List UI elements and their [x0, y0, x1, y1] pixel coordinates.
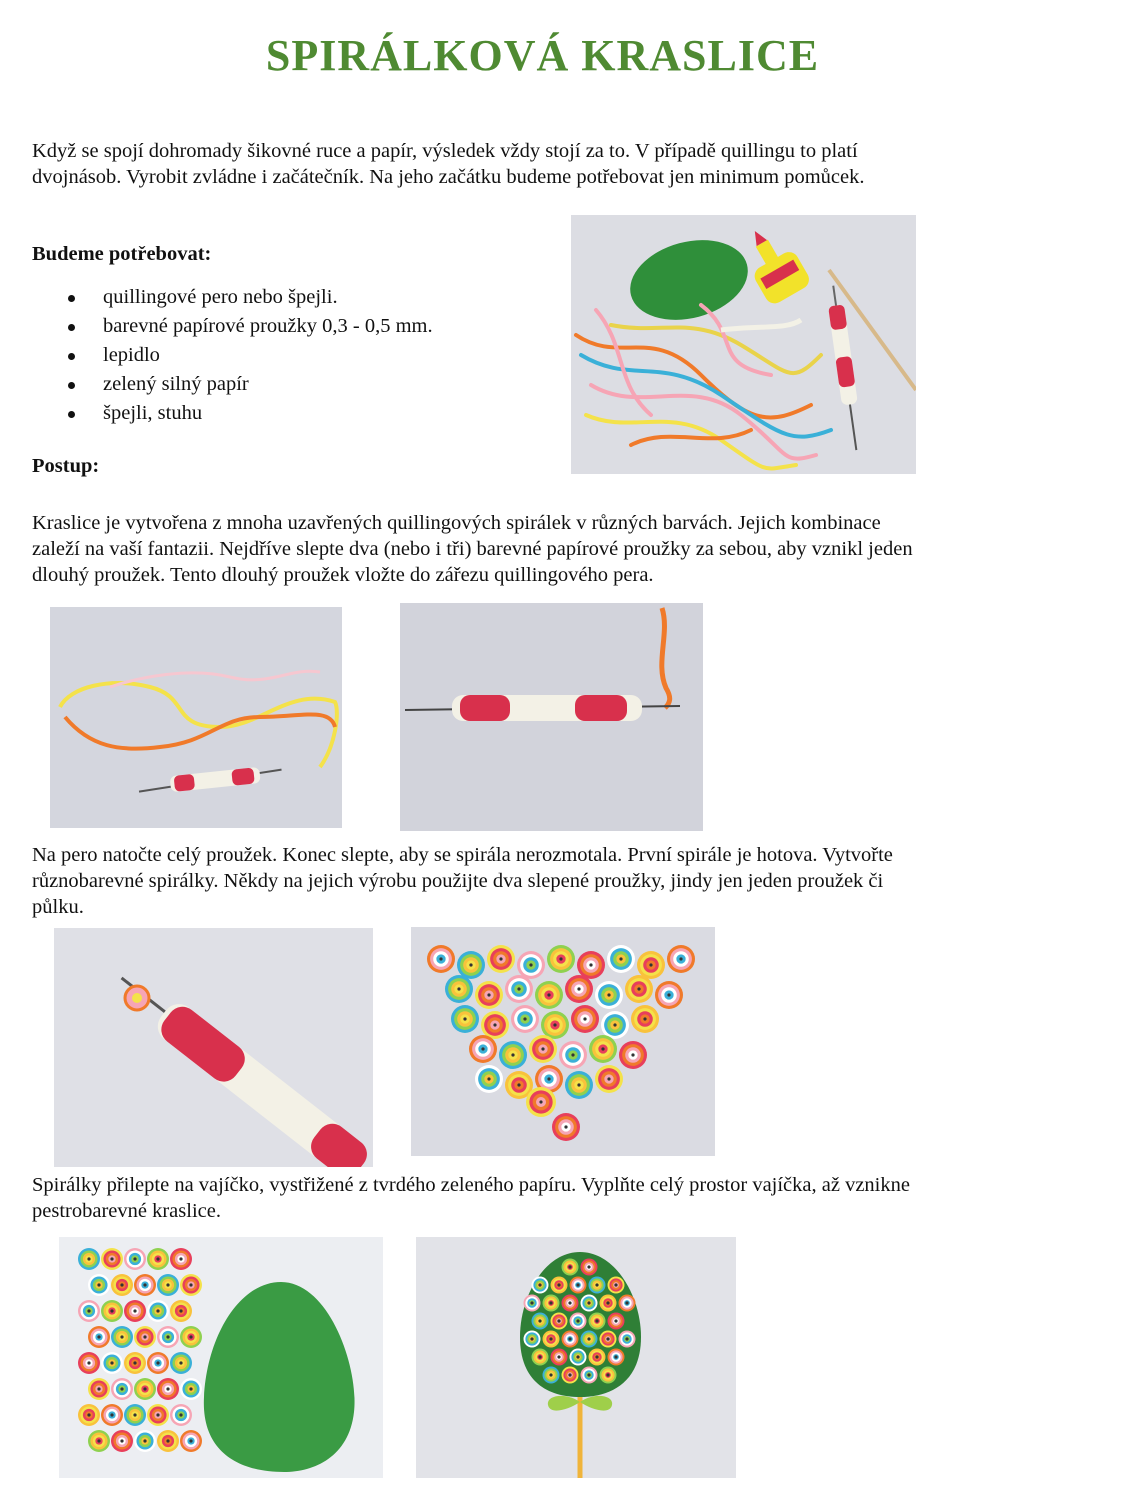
- needs-list: [32, 283, 433, 428]
- strip-in-pen-photo: [400, 603, 703, 831]
- step3-line: Spirálky přilepte na vajíčko, vystřižené z tvrdého zeleného papíru. Vyplňte celý prostor vajíčka, až vznikne: [32, 1174, 910, 1196]
- page-title: SPIRÁLKOVÁ KRASLICE: [265, 31, 820, 80]
- step2-line: Na pero natočte celý proužek. Konec slepte, aby se spirála nerozmotala. První spirále je hotova. Vytvořte: [32, 844, 893, 866]
- spirals-and-egg-photo: [59, 1237, 383, 1478]
- step2-paragraph: [32, 842, 1092, 920]
- step3-paragraph: [32, 1172, 1092, 1224]
- strips-glued-photo: [50, 607, 342, 828]
- needs-heading: Budeme potřebovat:: [32, 243, 212, 265]
- procedure-heading: Postup:: [32, 455, 100, 477]
- list-item: lepidlo: [32, 341, 433, 370]
- pen-with-spiral-photo: [54, 928, 373, 1167]
- materials-photo: [571, 215, 916, 474]
- step1-line: dlouhý proužek. Tento dlouhý proužek vložte do zářezu quillingového pera.: [32, 564, 654, 586]
- finished-egg-photo: [416, 1237, 736, 1478]
- intro-line: Když se spojí dohromady šikovné ruce a papír, výsledek vždy stojí za to. V případě quillingu to platí: [32, 140, 858, 162]
- step2-line: různobarevné spirálky. Někdy na jejich výrobu použijte dva slepené proužky, jindy jen jeden proužek či: [32, 870, 884, 892]
- list-item: zelený silný papír: [32, 370, 433, 399]
- list-item: quillingové pero nebo špejli.: [32, 283, 433, 312]
- list-item: špejli, stuhu: [32, 399, 433, 428]
- step3-line: pestrobarevné kraslice.: [32, 1200, 221, 1222]
- spirals-pile-photo: [411, 927, 715, 1156]
- step1-line: Kraslice je vytvořena z mnoha uzavřených quillingových spirálek v různých barvách. Jejich kombinace: [32, 512, 881, 534]
- list-item: barevné papírové proužky 0,3 - 0,5 mm.: [32, 312, 433, 341]
- step1-paragraph: [32, 510, 1092, 588]
- intro-paragraph: [32, 138, 1092, 190]
- step1-line: zaleží na vaší fantazii. Nejdříve slepte dva (nebo i tři) barevné papírové proužky za sebou, aby vznikl jeden: [32, 538, 913, 560]
- intro-line: dvojnásob. Vyrobit zvládne i začátečník. Na jeho začátku budeme potřebovat jen minimum pomůcek.: [32, 166, 865, 188]
- step2-line: půlku.: [32, 896, 84, 918]
